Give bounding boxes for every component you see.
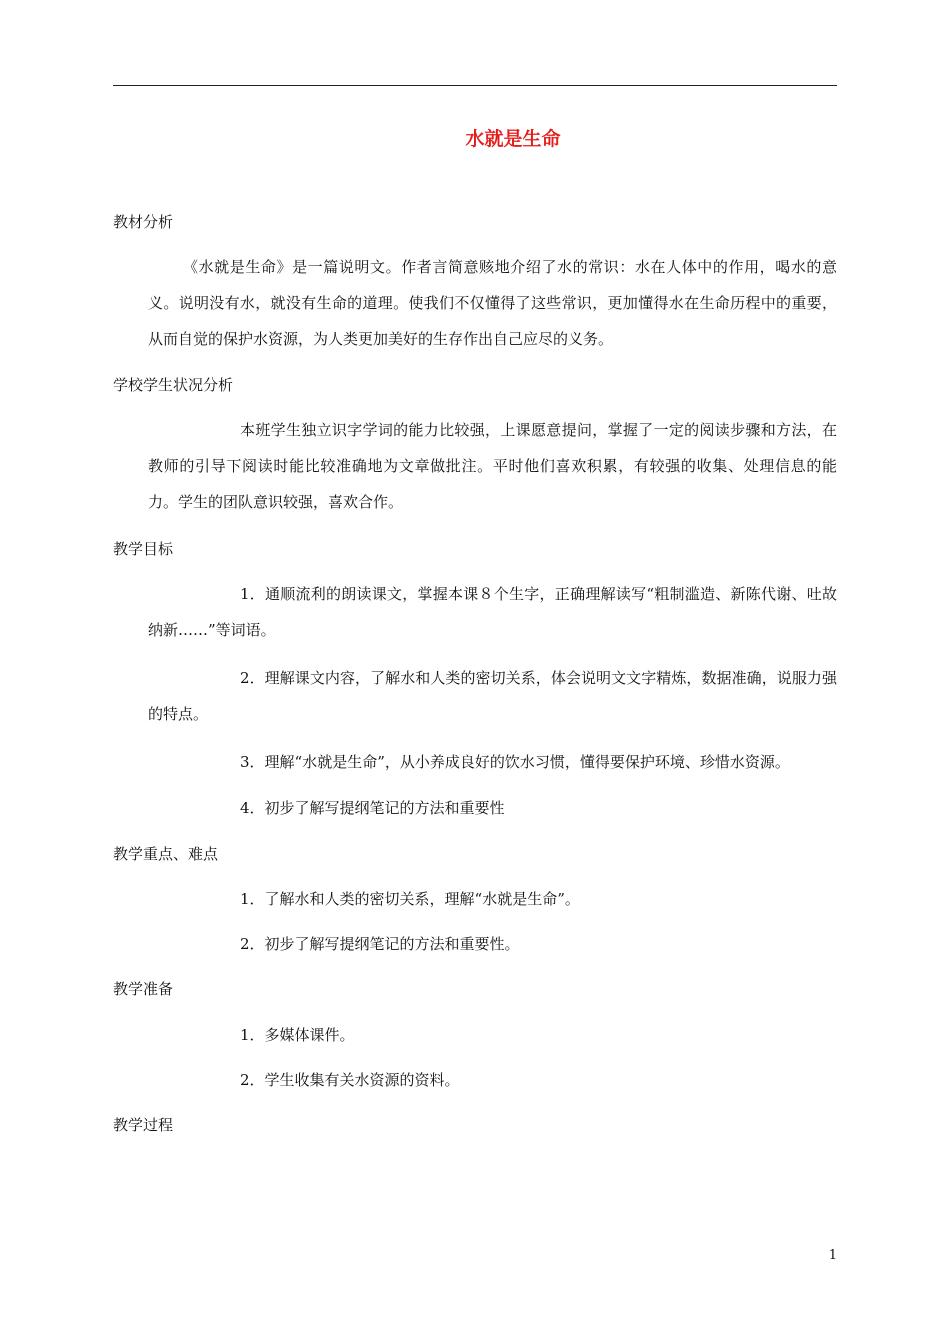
goal-item: 1．通顺流利的朗读课文，掌握本课８个生字，正确理解读写“粗制滥造、新陈代谢、吐故纳新……”等词语。: [148, 585, 837, 639]
section-heading-teaching-goals: 教学目标: [113, 540, 174, 558]
key-point-item: 2．初步了解写提纲笔记的方法和重要性。: [240, 935, 520, 953]
goal-item: 3．理解“水就是生命”，从小养成良好的饮水习惯，懂得要保护环境、珍惜水资源。: [240, 753, 790, 771]
preparation-item: 2．学生收集有关水资源的资料。: [240, 1071, 460, 1089]
section-heading-preparation: 教学准备: [113, 980, 174, 998]
goal-item: 2．理解课文内容，了解水和人类的密切关系，体会说明文文字精炼，数据准确，说服力强的特点。: [148, 669, 837, 723]
page-number: 1: [828, 1248, 837, 1263]
section-heading-key-points: 教学重点、难点: [113, 845, 219, 863]
key-point-item: 1．了解水和人类的密切关系，理解“水就是生命”。: [240, 890, 580, 908]
student-analysis-paragraph: 本班学生独立识字学词的能力比较强，上课愿意提问，掌握了一定的阅读步骤和方法，在教师的引导下阅读时能比较准确地为文章做批注。平时他们喜欢积累，有较强的收集、处理信息的能力。学生的团队意识较强，喜欢合作。: [148, 421, 837, 511]
header-rule: [113, 85, 837, 86]
section-heading-textbook-analysis: 教材分析: [113, 213, 174, 231]
section-heading-teaching-process: 教学过程: [113, 1116, 174, 1134]
preparation-item: 1．多媒体课件。: [240, 1026, 355, 1044]
textbook-analysis-paragraph: 《水就是生命》是一篇说明文。作者言简意赅地介绍了水的常识：水在人体中的作用，喝水的意义。说明没有水，就没有生命的道理。使我们不仅懂得了这些常识，更加懂得水在生命历程中的重要，从而自觉的保护水资源，为人类更加美好的生存作出自己应尽的义务。: [148, 258, 837, 348]
goal-item: 4．初步了解写提纲笔记的方法和重要性: [240, 799, 505, 817]
document-title: 水就是生命: [465, 128, 561, 150]
section-heading-student-analysis: 学校学生状况分析: [113, 376, 234, 394]
